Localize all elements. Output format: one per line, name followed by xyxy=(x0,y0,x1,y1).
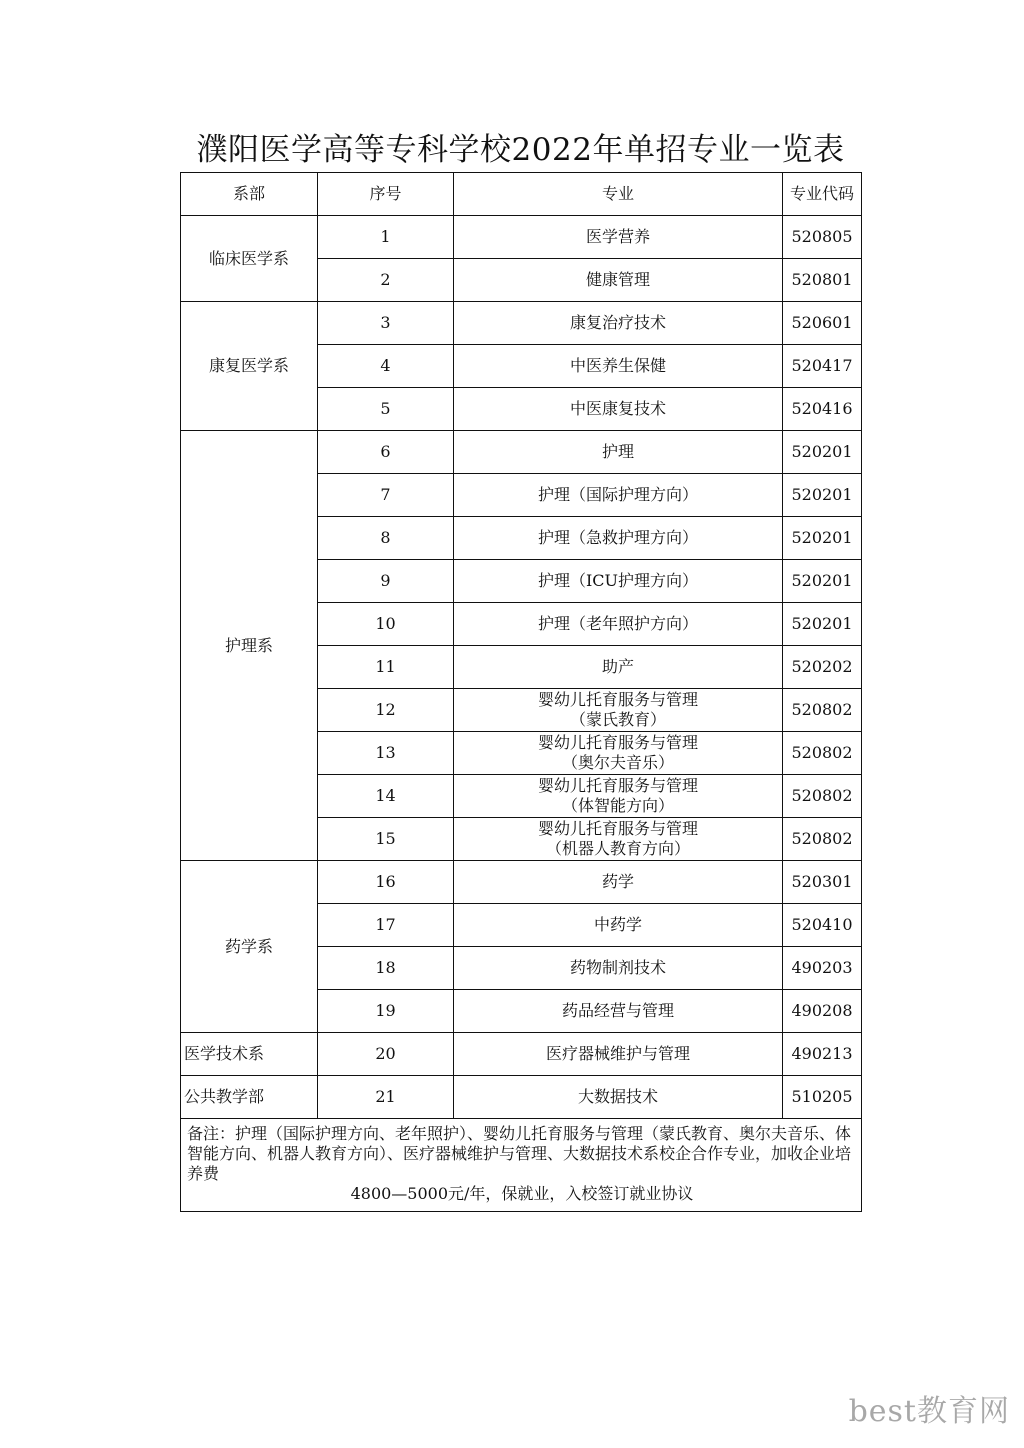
major-cell xyxy=(454,732,783,775)
seq-cell: 16 xyxy=(318,861,454,904)
note-cell xyxy=(181,1119,862,1212)
seq-cell: 1 xyxy=(318,216,454,259)
table-row xyxy=(181,1033,862,1076)
seq-cell: 14 xyxy=(318,775,454,818)
seq-cell: 17 xyxy=(318,904,454,947)
major-cell: 健康管理 xyxy=(454,259,783,302)
code-cell: 490208 xyxy=(783,990,862,1033)
code-cell: 520416 xyxy=(783,388,862,431)
seq-cell: 9 xyxy=(318,560,454,603)
major-line-2: （蒙氏教育） xyxy=(569,710,666,729)
major-cell: 中医养生保健 xyxy=(454,345,783,388)
major-cell: 医疗器械维护与管理 xyxy=(454,1033,783,1076)
seq-cell: 12 xyxy=(318,689,454,732)
note-text: 备注：护理（国际护理方向、老年照护）、婴幼儿托育服务与管理（蒙氏教育、奥尔夫音乐、体智能方向、机器人教育方向）、医疗器械维护与管理、大数据技术系校企合作专业，加收企业培养费 xyxy=(187,1124,852,1183)
code-cell: 520201 xyxy=(783,431,862,474)
seq-cell: 6 xyxy=(318,431,454,474)
major-cell: 护理（急救护理方向） xyxy=(454,517,783,560)
seq-cell: 5 xyxy=(318,388,454,431)
dept-public: 公共教学部 xyxy=(181,1076,318,1119)
code-cell: 520802 xyxy=(783,775,862,818)
seq-cell: 8 xyxy=(318,517,454,560)
seq-cell: 19 xyxy=(318,990,454,1033)
header-dept: 系部 xyxy=(181,173,318,216)
code-cell: 520601 xyxy=(783,302,862,345)
major-cell: 护理（国际护理方向） xyxy=(454,474,783,517)
code-cell: 520801 xyxy=(783,259,862,302)
code-cell: 520201 xyxy=(783,517,862,560)
code-cell: 520201 xyxy=(783,603,862,646)
seq-cell: 21 xyxy=(318,1076,454,1119)
table-row xyxy=(181,302,862,345)
code-cell: 520805 xyxy=(783,216,862,259)
code-cell: 520410 xyxy=(783,904,862,947)
major-line-2: （奥尔夫音乐） xyxy=(561,753,674,772)
dept-nursing: 护理系 xyxy=(181,431,318,861)
code-cell: 520802 xyxy=(783,689,862,732)
seq-cell: 18 xyxy=(318,947,454,990)
major-cell: 护理 xyxy=(454,431,783,474)
major-cell: 护理（ICU护理方向） xyxy=(454,560,783,603)
code-cell: 490203 xyxy=(783,947,862,990)
dept-rehab: 康复医学系 xyxy=(181,302,318,431)
code-cell: 510205 xyxy=(783,1076,862,1119)
major-cell: 药品经营与管理 xyxy=(454,990,783,1033)
seq-cell: 20 xyxy=(318,1033,454,1076)
header-major: 专业 xyxy=(454,173,783,216)
major-line-1: 婴幼儿托育服务与管理 xyxy=(537,776,698,795)
seq-cell: 4 xyxy=(318,345,454,388)
seq-cell: 10 xyxy=(318,603,454,646)
code-cell: 520417 xyxy=(783,345,862,388)
dept-pharmacy: 药学系 xyxy=(181,861,318,1033)
major-cell: 中药学 xyxy=(454,904,783,947)
majors-table xyxy=(180,172,862,1212)
major-cell: 药学 xyxy=(454,861,783,904)
major-line-1: 婴幼儿托育服务与管理 xyxy=(537,819,698,838)
table-row xyxy=(181,216,862,259)
major-line-1: 婴幼儿托育服务与管理 xyxy=(537,733,698,752)
code-cell: 520201 xyxy=(783,560,862,603)
major-cell xyxy=(454,689,783,732)
seq-cell: 13 xyxy=(318,732,454,775)
code-cell: 520202 xyxy=(783,646,862,689)
major-cell xyxy=(454,775,783,818)
major-line-2: （体智能方向） xyxy=(561,796,674,815)
seq-cell: 15 xyxy=(318,818,454,861)
code-cell: 490213 xyxy=(783,1033,862,1076)
major-line-1: 婴幼儿托育服务与管理 xyxy=(537,690,698,709)
dept-clinical: 临床医学系 xyxy=(181,216,318,302)
major-cell: 中医康复技术 xyxy=(454,388,783,431)
page-title: 濮阳医学高等专科学校2022年单招专业一览表 xyxy=(196,132,845,168)
code-cell: 520201 xyxy=(783,474,862,517)
major-cell: 医学营养 xyxy=(454,216,783,259)
code-cell: 520802 xyxy=(783,818,862,861)
major-cell: 大数据技术 xyxy=(454,1076,783,1119)
major-cell: 药物制剂技术 xyxy=(454,947,783,990)
table-row xyxy=(181,861,862,904)
note-row xyxy=(181,1119,862,1212)
seq-cell: 2 xyxy=(318,259,454,302)
table-header-row xyxy=(181,173,862,216)
major-cell: 护理（老年照护方向） xyxy=(454,603,783,646)
watermark-logo: best教育网 xyxy=(848,1394,1010,1429)
header-code: 专业代码 xyxy=(783,173,862,216)
dept-medtech: 医学技术系 xyxy=(181,1033,318,1076)
major-line-2: （机器人教育方向） xyxy=(545,839,690,858)
code-cell: 520301 xyxy=(783,861,862,904)
major-cell: 康复治疗技术 xyxy=(454,302,783,345)
table-row xyxy=(181,1076,862,1119)
seq-cell: 11 xyxy=(318,646,454,689)
major-cell: 助产 xyxy=(454,646,783,689)
seq-cell: 3 xyxy=(318,302,454,345)
seq-cell: 7 xyxy=(318,474,454,517)
table-row xyxy=(181,431,862,474)
code-cell: 520802 xyxy=(783,732,862,775)
header-seq: 序号 xyxy=(318,173,454,216)
major-cell xyxy=(454,818,783,861)
note-text-fee: 4800—5000元/年，保就业，入校签订就业协议 xyxy=(350,1184,694,1203)
